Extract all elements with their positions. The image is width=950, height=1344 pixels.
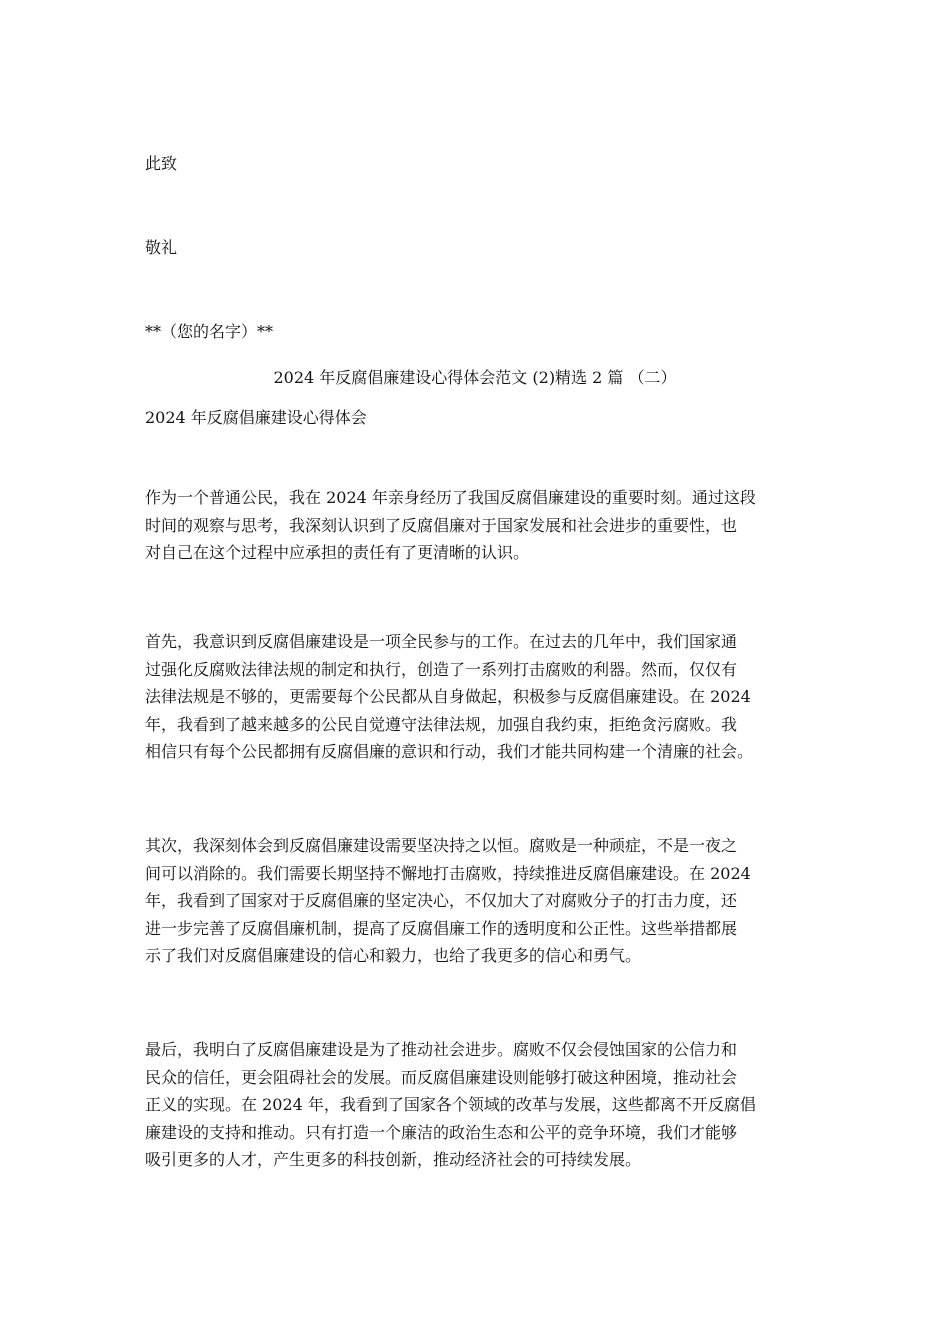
paragraph-line: 年，我看到了国家对于反腐倡廉的坚定决心，不仅加大了对腐败分子的打击力度，还: [145, 891, 738, 910]
paragraph-intro: [145, 484, 825, 567]
paragraph-line: 廉建设的支持和推动。只有打造一个廉洁的政治生态和公平的竞争环境，我们才能够: [145, 1122, 738, 1142]
section-heading: 2024 年反腐倡廉建设心得体会范文 (2)精选 2 篇 （二）: [273, 368, 677, 387]
paragraph-line: 首先，我意识到反腐倡廉建设是一项全民参与的工作。在过去的几年中，我们国家通: [145, 632, 738, 651]
paragraph-line: 法律法规是不够的，更需要每个公民都从自身做起，积极参与反腐倡廉建设。在 2024: [145, 687, 751, 706]
paragraph-line: 过强化反腐败法律法规的制定和执行，创造了一系列打击腐败的利器。然而，仅仅有: [145, 659, 738, 679]
paragraph-line: 对自己在这个过程中应承担的责任有了更清晰的认识。: [145, 543, 530, 562]
section-subtitle: 2024 年反腐倡廉建设心得体会: [145, 408, 367, 427]
paragraph-third: [145, 1036, 825, 1174]
paragraph-line: 时间的观察与思考，我深刻认识到了反腐倡廉对于国家发展和社会进步的重要性，也: [145, 515, 738, 535]
paragraph-line: 民众的信任，更会阻碍社会的发展。而反腐倡廉建设则能够打破这种困境，推动社会: [145, 1067, 738, 1087]
paragraph-line: 年，我看到了越来越多的公民自觉遵守法律法规，加强自我约束，拒绝贪污腐败。我: [145, 714, 738, 734]
paragraph-line: 作为一个普通公民，我在 2024 年亲身经历了我国反腐倡廉建设的重要时刻。通过这段: [145, 488, 756, 507]
closing-salutation: 此致: [145, 154, 178, 173]
paragraph-line: 进一步完善了反腐倡廉机制，提高了反腐倡廉工作的透明度和公正性。这些举措都展: [145, 918, 738, 938]
paragraph-line: 其次，我深刻体会到反腐倡廉建设需要坚决持之以恒。腐败是一种顽症，不是一夜之: [145, 836, 738, 855]
paragraph-first: [145, 628, 825, 766]
paragraph-line: 吸引更多的人才，产生更多的科技创新，推动经济社会的可持续发展。: [145, 1150, 642, 1169]
paragraph-line: 正义的实现。在 2024 年，我看到了国家各个领域的改革与发展，这些都离不开反腐倡: [145, 1095, 756, 1114]
paragraph-line: 相信只有每个公民都拥有反腐倡廉的意识和行动，我们才能共同构建一个清廉的社会。: [145, 742, 754, 761]
paragraph-line: 示了我们对反腐倡廉建设的信心和毅力，也给了我更多的信心和勇气。: [145, 946, 642, 965]
paragraph-line: 最后，我明白了反腐倡廉建设是为了推动社会进步。腐败不仅会侵蚀国家的公信力和: [145, 1040, 738, 1059]
paragraph-line: 间可以消除的。我们需要长期坚持不懈地打击腐败，持续推进反腐倡廉建设。在 2024: [145, 863, 751, 883]
signature: **（您的名字）**: [145, 322, 274, 341]
paragraph-second: [145, 832, 825, 970]
closing-regards: 敬礼: [145, 238, 178, 257]
